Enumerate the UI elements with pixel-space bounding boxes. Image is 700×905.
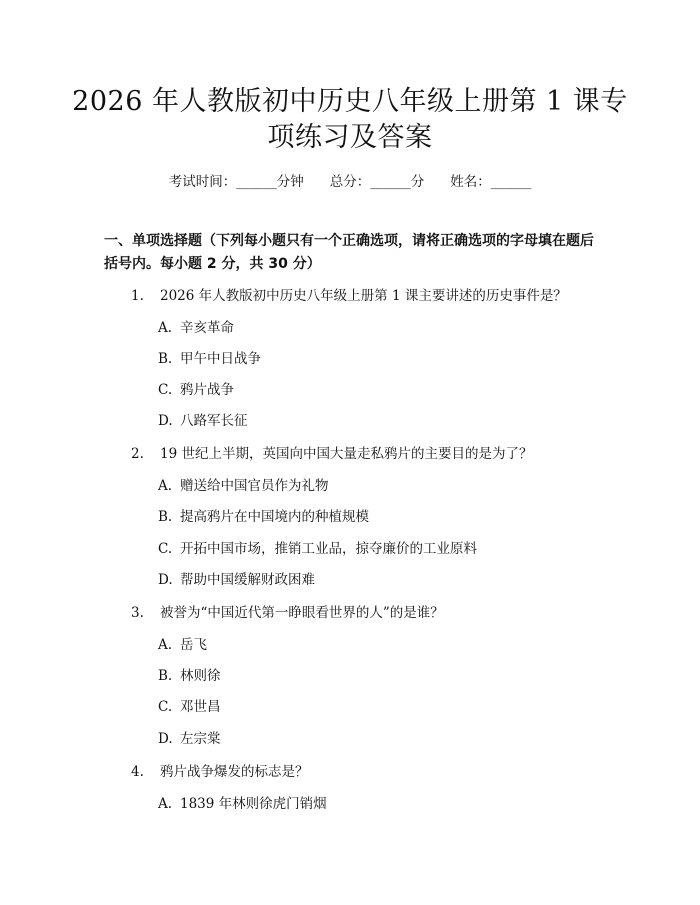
question-3-option-d <box>158 727 221 747</box>
option-letter: D. <box>158 572 173 588</box>
option-text: 赠送给中国官员作为礼物 <box>180 478 329 494</box>
option-letter: B. <box>158 509 173 525</box>
option-letter: D. <box>158 731 173 747</box>
option-text: 开拓中国市场，推销工业品，掠夺廉价的工业原料 <box>180 541 477 557</box>
question-1 <box>131 284 567 304</box>
option-letter: D. <box>158 413 173 429</box>
question-3-option-b <box>158 664 221 684</box>
question-4 <box>131 760 309 780</box>
option-text: 八路军长征 <box>180 413 248 429</box>
option-text: 1839 年林则徐虎门销烟 <box>180 796 327 812</box>
option-letter: B. <box>158 351 173 367</box>
question-1-option-b <box>158 347 261 367</box>
question-number: 4. <box>131 764 144 780</box>
option-text: 左宗棠 <box>180 731 221 747</box>
total-score-field: 总分：______分 <box>329 174 425 190</box>
question-1-option-d <box>158 409 248 429</box>
option-letter: C. <box>158 699 173 715</box>
option-text: 林则徐 <box>180 668 221 684</box>
question-1-option-a <box>158 316 234 336</box>
section-heading-line-1: 一、单项选择题（下列每小题只有一个正确选项，请将正确选项的字母填在题后 <box>104 233 594 249</box>
question-4-option-a <box>158 792 327 812</box>
option-letter: C. <box>158 382 173 398</box>
question-3 <box>131 601 444 621</box>
option-letter: B. <box>158 668 173 684</box>
question-2-option-b <box>158 505 369 525</box>
question-number: 1. <box>131 288 144 304</box>
option-text: 邓世昌 <box>180 699 221 715</box>
student-name-field: 姓名：______ <box>450 174 532 190</box>
option-letter: A. <box>158 320 173 336</box>
question-number: 2. <box>131 446 144 462</box>
exam-info <box>0 170 700 190</box>
option-text: 提高鸦片在中国境内的种植规模 <box>180 509 369 525</box>
section-heading <box>104 230 604 276</box>
option-letter: C. <box>158 541 173 557</box>
question-2-option-c <box>158 537 477 557</box>
question-3-option-a <box>158 633 207 653</box>
question-text: 被誉为“中国近代第一睁眼看世界的人”的是谁？ <box>160 605 444 621</box>
question-2-option-a <box>158 474 329 494</box>
exam-time-field: 考试时间：______分钟 <box>168 174 304 190</box>
question-number: 3. <box>131 605 144 621</box>
question-3-option-c <box>158 695 221 715</box>
option-text: 甲午中日战争 <box>180 351 261 367</box>
question-2-option-d <box>158 568 315 588</box>
question-text: 2026 年人教版初中历史八年级上册第 1 课主要讲述的历史事件是？ <box>160 288 567 304</box>
option-text: 鸦片战争 <box>180 382 234 398</box>
question-text: 19 世纪上半期，英国向中国大量走私鸦片的主要目的是为了？ <box>160 446 533 462</box>
option-letter: A. <box>158 637 173 653</box>
document-title-line-1: 2026 年人教版初中历史八年级上册第 1 课专 <box>72 86 628 117</box>
option-text: 岳飞 <box>180 637 207 653</box>
question-2 <box>131 442 532 462</box>
option-text: 帮助中国缓解财政困难 <box>180 572 315 588</box>
question-1-option-c <box>158 378 234 398</box>
option-text: 辛亥革命 <box>180 320 234 336</box>
section-heading-line-2: 括号内。每小题 2 分，共 30 分） <box>104 256 321 272</box>
document-title-line-2: 项练习及答案 <box>267 122 433 153</box>
question-text: 鸦片战争爆发的标志是？ <box>160 764 309 780</box>
option-letter: A. <box>158 796 173 812</box>
option-letter: A. <box>158 478 173 494</box>
